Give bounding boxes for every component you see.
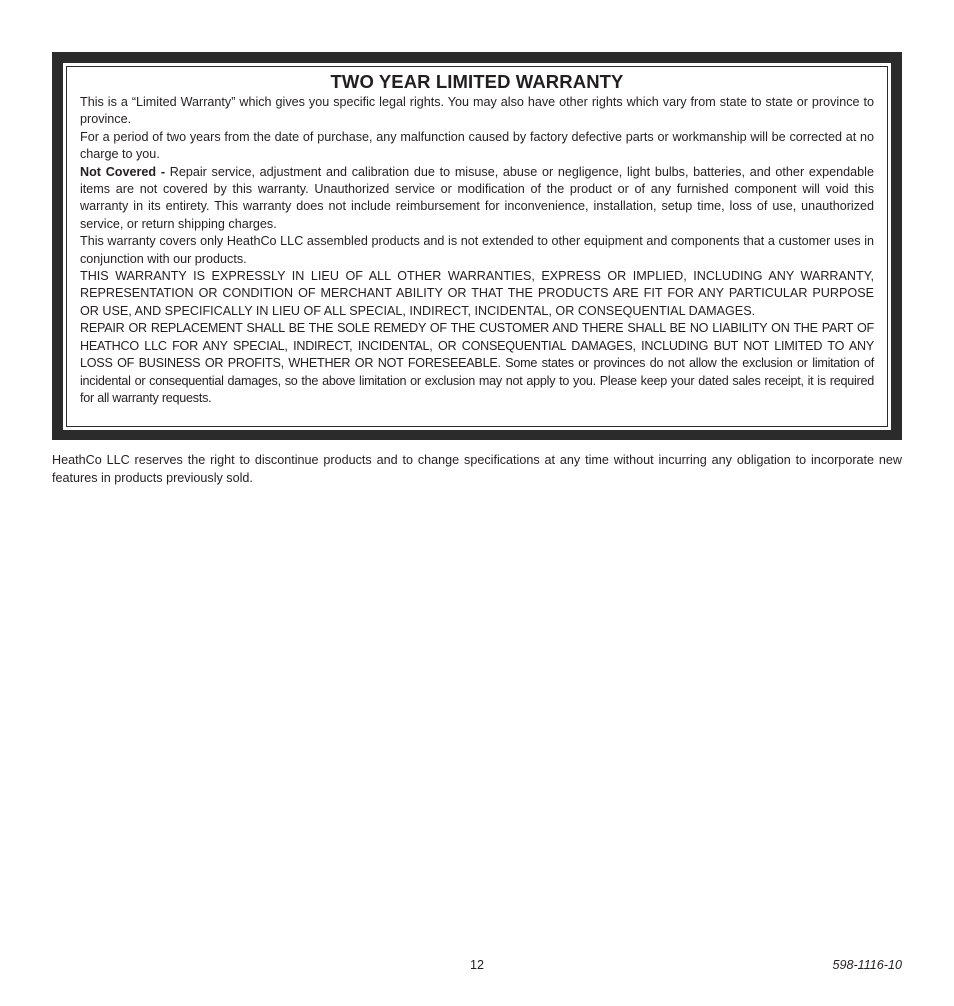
warranty-box-content <box>66 66 888 427</box>
warranty-paragraph-disclaimer: THIS WARRANTY IS EXPRESSLY IN LIEU OF ALL OTHER WARRANTIES, EXPRESS OR IMPLIED, INCLUDING ANY WARRANTY, REPRESENTATION OR CONDITION OF MERCHANT ABILITY OR THAT THE PRODUCTS ARE FIT FOR ANY PARTICULAR PURPOSE OR USE, AND SPECIFICALLY IN LIEU OF ALL SPECIAL, INDIRECT, INCIDENTAL, OR CONSEQUENTIAL DAMAGES. <box>80 269 874 318</box>
warranty-paragraph-not-covered <box>80 164 874 234</box>
page-number: 12 <box>469 958 484 972</box>
warranty-paragraph-period: For a period of two years from the date of purchase, any malfunction caused by factory defective parts or workmanship will be corrected at no charge to you. <box>80 129 874 162</box>
warranty-title: TWO YEAR LIMITED WARRANTY <box>330 71 624 92</box>
warranty-box-frame <box>63 63 891 430</box>
warranty-paragraph-scope: This warranty covers only HeathCo LLC assembled products and is not extended to other equipment and components that a customer uses in conjunction with our products. <box>80 234 874 266</box>
not-covered-text: Repair service, adjustment and calibration due to misuse, abuse or negligence, light bulbs, batteries, and other expendable items are not covered by this warranty. Unauthorized service or modification of the product or of any furnished component will void this warranty in its entirety. This warranty does not include reimbursement for inconvenience, installation, setup time, loss of use, unauthorized service, or return shipping charges. <box>80 164 874 231</box>
warranty-paragraph-remedy: REPAIR OR REPLACEMENT SHALL BE THE SOLE REMEDY OF THE CUSTOMER AND THERE SHALL BE NO LIABILITY ON THE PART OF HEATHCO LLC FOR ANY SPECIAL, INDIRECT, INCIDENTAL, OR CONSEQUENTIAL DAMAGES, INCLUDING BUT NOT LIMITED TO ANY LOSS OF BUSINESS OR PROFITS, WHETHER OR NOT FORESEEABLE. Some states or provinces do not allow the exclusion or limitation of incidental or consequential damages, so the above limitation or exclusion may not apply to you. Please keep your dated sales receipt, it is required for all warranty requests. <box>80 321 874 405</box>
document-code: 598-1116-10 <box>832 958 902 972</box>
warranty-paragraph-rights: This is a “Limited Warranty” which gives you specific legal rights. You may also have other rights which vary from state to state or province to province. <box>80 95 874 127</box>
not-covered-label: Not Covered - <box>80 164 166 179</box>
discontinue-notice: HeathCo LLC reserves the right to discontinue products and to change specifications at any time without incurring any obligation to incorporate new features in products previously sold. <box>52 453 902 485</box>
warranty-box <box>52 52 902 440</box>
